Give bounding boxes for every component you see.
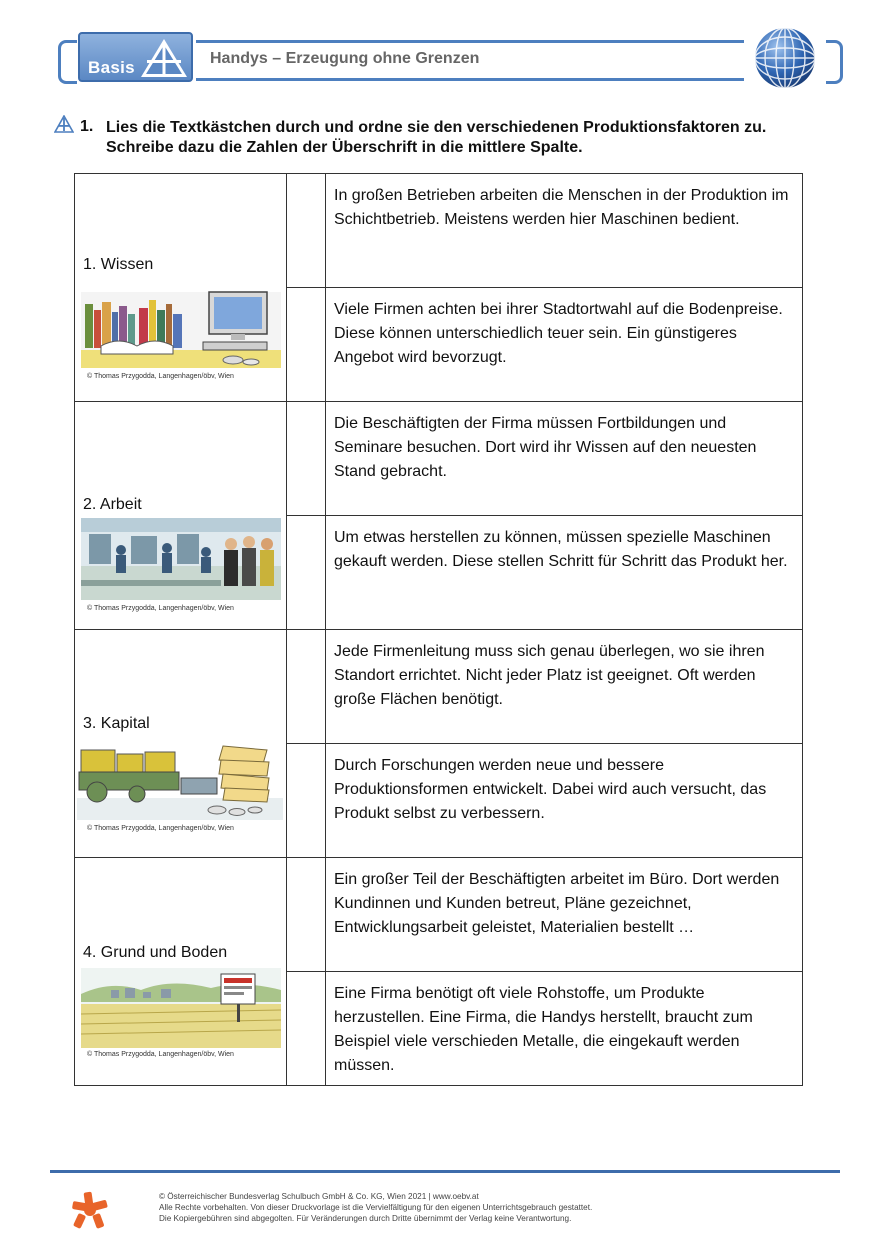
factor-cell-grund-und-boden	[75, 858, 287, 1086]
footer-legal	[159, 1191, 592, 1224]
factor-cell-kapital	[75, 630, 287, 858]
text-box: Die Beschäftigten der Firma müssen Fortbildungen und Seminare besuchen. Dort wird ihr Wissen auf den neuesten Stand gebracht.	[326, 402, 803, 516]
illustration-capital	[77, 738, 283, 820]
illustration-work	[81, 518, 281, 600]
answer-cell[interactable]	[287, 972, 326, 1086]
image-credit: © Thomas Przygodda, Langenhagen/öbv, Wien	[87, 825, 234, 832]
publisher-logo-icon	[70, 1190, 110, 1230]
text-box: Jede Firmenleitung muss sich genau überlegen, wo sie ihren Standort errichtet. Nicht jeder Platz ist geeignet. Oft werden große Flächen benötigt.	[326, 630, 803, 744]
factor-cell-arbeit	[75, 402, 287, 630]
footer-rights: Alle Rechte vorbehalten. Von dieser Druckvorlage ist die Vervielfältigung für den eigenen Unterrichtsgebrauch gestattet.	[159, 1203, 593, 1212]
factor-label: 3. Kapital	[83, 715, 150, 732]
table-row	[75, 174, 803, 288]
footer-disclaimer: Die Kopiergebühren sind abgegolten. Für Veränderungen durch Dritte übernimmt der Verlag keine Verantwortung.	[159, 1214, 572, 1223]
image-credit: © Thomas Przygodda, Langenhagen/öbv, Wien	[87, 605, 234, 612]
answer-cell[interactable]	[287, 630, 326, 744]
illustration-knowledge	[81, 284, 281, 368]
answer-cell[interactable]	[287, 516, 326, 630]
answer-cell[interactable]	[287, 288, 326, 402]
text-box: Durch Forschungen werden neue und bessere Produktionsformen entwickelt. Dabei wird auch versucht, das Produkt selbst zu verbessern.	[326, 744, 803, 858]
level-badge-label: Basis	[88, 58, 135, 77]
text-box: Eine Firma benötigt oft viele Rohstoffe, um Produkte herzustellen. Eine Firma, die Handys herstellt, braucht zum Beispiel viele verschieden Metalle, die eingekauft werden müssen.	[326, 972, 803, 1086]
factor-cell-wissen	[75, 174, 287, 402]
answer-cell[interactable]	[287, 744, 326, 858]
factor-label: 4. Grund und Boden	[83, 944, 228, 961]
basis-task-icon	[54, 115, 74, 133]
globe-icon	[753, 25, 817, 91]
footer-copyright: © Österreichischer Bundesverlag Schulbuch GmbH & Co. KG, Wien 2021 | www.oebv.at	[159, 1192, 479, 1201]
header-bracket-left	[58, 40, 77, 84]
table-row	[75, 630, 803, 744]
level-badge	[78, 32, 193, 82]
level-triangle-icon	[138, 36, 190, 80]
answer-cell[interactable]	[287, 858, 326, 972]
answer-cell[interactable]	[287, 174, 326, 288]
header-rule-top	[196, 40, 744, 43]
text-box: In großen Betrieben arbeiten die Menschen in der Produktion im Schichtbetrieb. Meistens werden hier Maschinen bedient.	[326, 174, 803, 288]
header-bracket-right	[826, 40, 843, 84]
text-box: Um etwas herstellen zu können, müssen spezielle Maschinen gekauft werden. Diese stellen Schritt für Schritt das Produkt her.	[326, 516, 803, 630]
table-row	[75, 402, 803, 516]
assignment-table	[74, 173, 803, 1086]
text-box: Viele Firmen achten bei ihrer Stadtortwahl auf die Bodenpreise. Diese können unterschiedlich teuer sein. Ein günstigeres Angebot wird bevorzugt.	[326, 288, 803, 402]
footer-rule	[50, 1170, 840, 1173]
answer-cell[interactable]	[287, 402, 326, 516]
task-number: 1.	[80, 118, 94, 135]
header-rule-bottom	[196, 78, 744, 81]
factor-label: 1. Wissen	[83, 256, 154, 273]
factor-label: 2. Arbeit	[83, 496, 142, 513]
image-credit: © Thomas Przygodda, Langenhagen/öbv, Wien	[87, 1051, 234, 1058]
task-instruction: Lies die Textkästchen durch und ordne sie den verschiedenen Produktionsfaktoren zu. Schreibe dazu die Zahlen der Überschrift in die mittlere Spalte.	[106, 119, 767, 156]
text-box: Ein großer Teil der Beschäftigten arbeitet im Büro. Dort werden Kundinnen und Kunden betreut, Pläne gezeichnet, Entwicklungsarbeit geleistet, Materialien bestellt …	[326, 858, 803, 972]
table-row	[75, 858, 803, 972]
image-credit: © Thomas Przygodda, Langenhagen/öbv, Wien	[87, 373, 234, 380]
illustration-land	[81, 968, 281, 1048]
page-title: Handys – Erzeugung ohne Grenzen	[210, 50, 480, 67]
